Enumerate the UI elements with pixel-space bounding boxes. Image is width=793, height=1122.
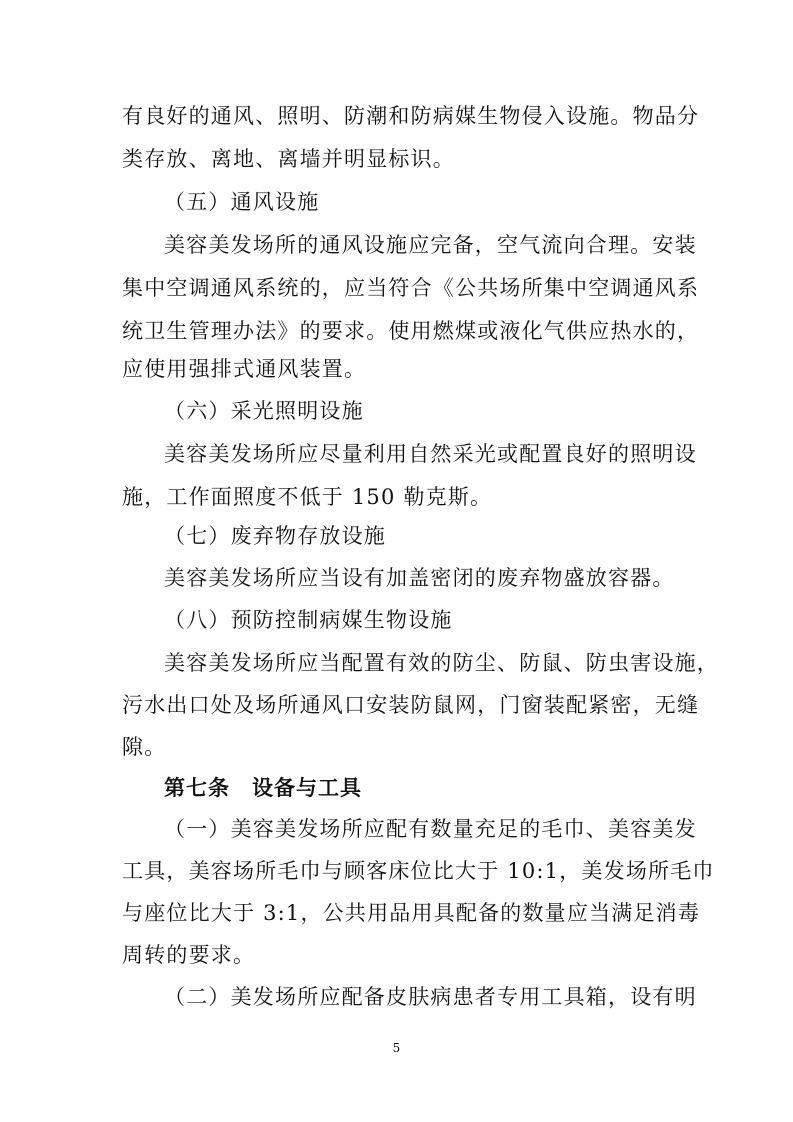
- paragraph-line: 美容美发场所应当配置有效的防尘、防鼠、防虫害设施，: [164, 651, 719, 675]
- paragraph-line: 周转的要求。: [122, 943, 256, 967]
- article-heading: 第七条 设备与工具: [164, 776, 362, 800]
- paragraph-line: 美容美发场所应当设有加盖密闭的废弃物盛放容器。: [164, 566, 675, 590]
- section-subheading: （五）通风设施: [164, 190, 320, 214]
- page-number: 5: [392, 1041, 401, 1055]
- paragraph-line: 集中空调通风系统的，应当符合《公共场所集中空调通风系: [122, 276, 700, 300]
- paragraph-line: 隙。: [122, 735, 167, 759]
- paragraph-line: 统卫生管理办法》的要求。使用燃煤或液化气供应热水的，: [122, 319, 700, 343]
- paragraph-line: 污水出口处及场所通风口安装防鼠网，门窗装配紧密，无缝: [122, 693, 700, 717]
- paragraph-line: 工具，美容场所毛巾与顾客床位比大于 10:1，美发场所毛巾: [122, 859, 715, 883]
- paragraph-line: 类存放、离地、离墙并明显标识。: [122, 147, 455, 171]
- paragraph-line: 与座位比大于 3:1，公共用品用具配备的数量应当满足消毒: [122, 901, 701, 925]
- paragraph-line: （一）美容美发场所应配有数量充足的毛巾、美容美发: [164, 817, 697, 841]
- section-subheading: （六）采光照明设施: [164, 399, 364, 423]
- paragraph-line: 应使用强排式通风装置。: [122, 357, 367, 381]
- paragraph-line: 有良好的通风、照明、防潮和防病媒生物侵入设施。物品分: [122, 104, 700, 128]
- section-subheading: （八）预防控制病媒生物设施: [164, 608, 453, 632]
- paragraph-line: 美容美发场所的通风设施应完备，空气流向合理。安装: [164, 233, 697, 257]
- section-subheading: （七）废弃物存放设施: [164, 524, 386, 548]
- paragraph-line: （二）美发场所应配备皮肤病患者专用工具箱，设有明: [164, 985, 697, 1009]
- paragraph-line: 施，工作面照度不低于 150 勒克斯。: [122, 485, 493, 509]
- paragraph-line: 美容美发场所应尽量利用自然采光或配置良好的照明设: [164, 442, 697, 466]
